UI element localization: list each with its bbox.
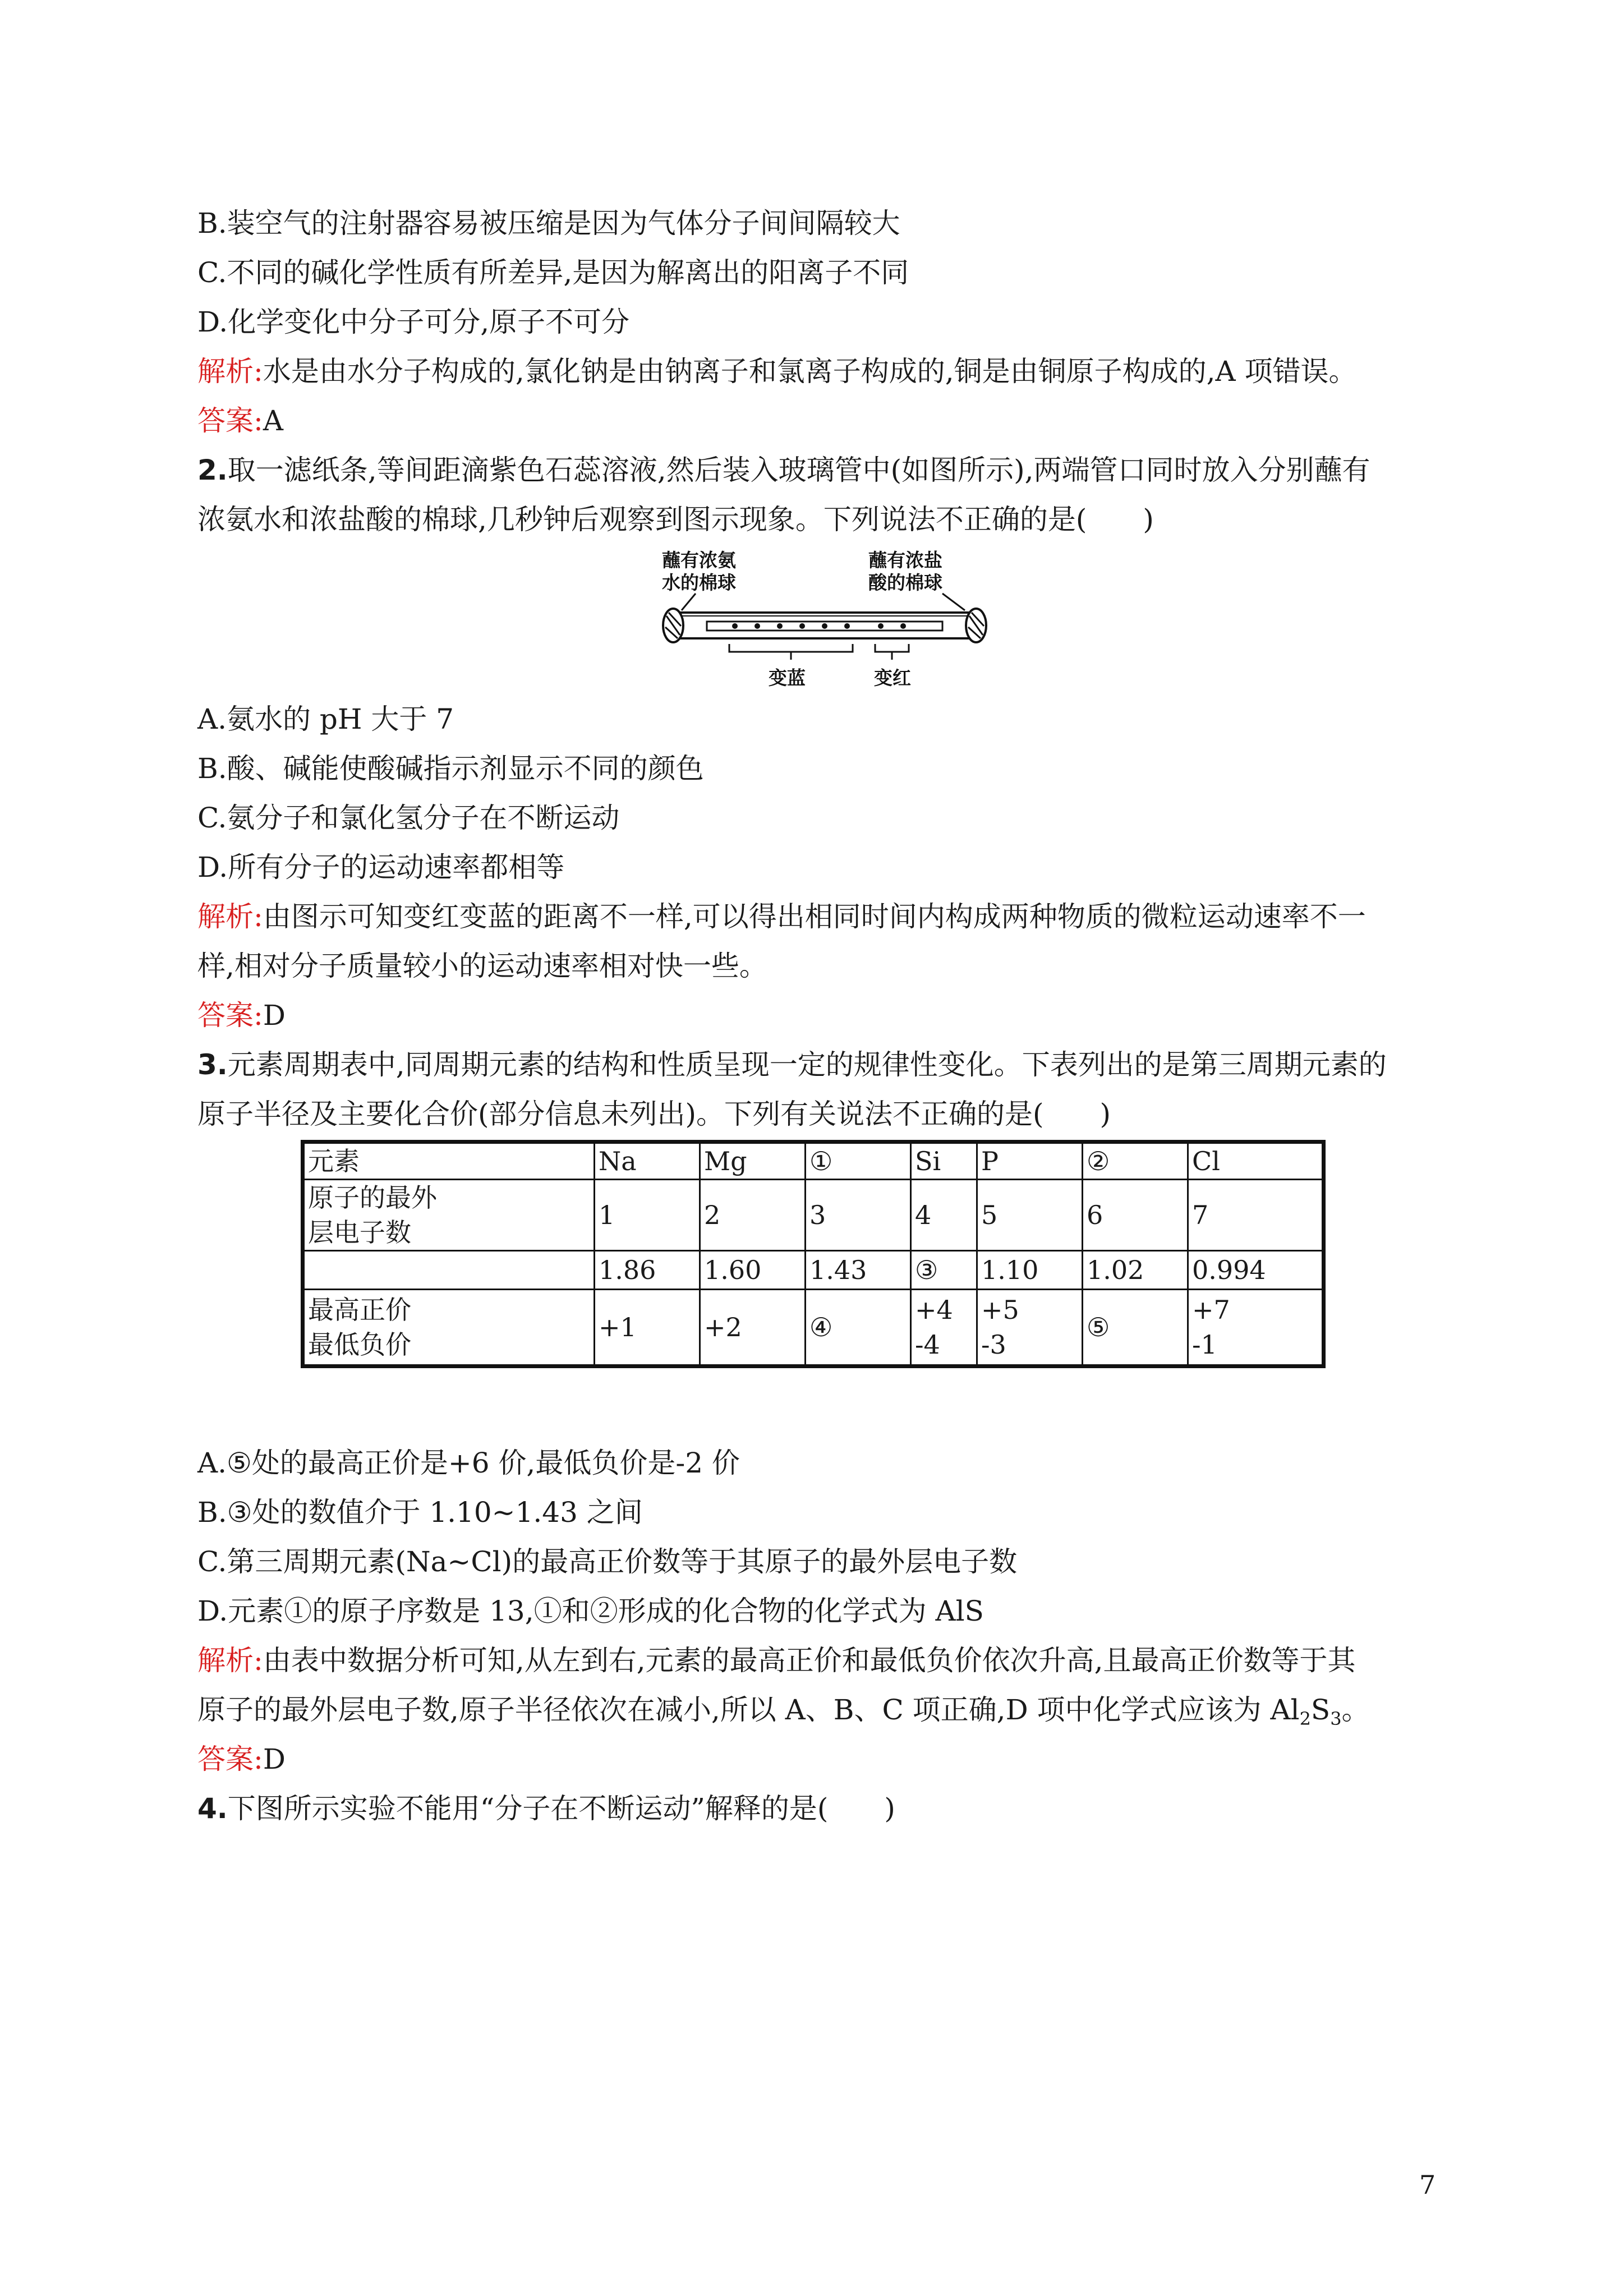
left-leader-line [682, 593, 696, 610]
table-cell: Cl [1188, 1142, 1324, 1180]
valence-top: +1 [599, 1312, 637, 1342]
table-cell [977, 1290, 1083, 1366]
formula-end: 。 [1341, 1694, 1370, 1726]
glass-tube-diagram [651, 544, 999, 701]
q3-answer [197, 1734, 1432, 1784]
table-cell: P [977, 1142, 1083, 1180]
formula-subscript: 3 [1330, 1708, 1342, 1729]
q3-stem-line2: 原子半径及主要化合价(部分信息未列出)。下列有关说法不正确的是( ) [197, 1098, 1111, 1130]
table-cell [700, 1290, 806, 1366]
valence-top: +4 [915, 1295, 953, 1325]
table-cell [911, 1290, 977, 1366]
turns-blue-label: 变蓝 [769, 667, 806, 689]
q2-option-d: D.所有分子的运动速率都相等 [197, 851, 565, 884]
row-header-line: 层电子数 [308, 1217, 411, 1248]
analysis-label: 解析: [197, 355, 263, 388]
answer-label: 答案: [197, 999, 263, 1032]
answer-text: D [263, 1743, 286, 1775]
turns-red-label: 变红 [874, 667, 911, 689]
table-cell: 4 [911, 1180, 977, 1251]
page-number: 7 [1419, 2170, 1436, 2200]
formula-element: S [1310, 1694, 1331, 1726]
analysis-text: 水是由水分子构成的,氯化钠是由钠离子和氯离子构成的,铜是由铜原子构成的,A 项错误。 [263, 355, 1357, 388]
litmus-dot [900, 623, 906, 629]
q3-option-c: C.第三周期元素(Na~Cl)的最高正价数等于其原子的最外层电子数 [197, 1545, 1018, 1578]
litmus-dot [822, 623, 827, 629]
q4-stem-text: 下图所示实验不能用“分子在不断运动”解释的是( ) [227, 1792, 895, 1825]
valence-bottom: -3 [981, 1329, 1006, 1360]
q3-stem-text: 元素周期表中,同周期元素的结构和性质呈现一定的规律性变化。下表列出的是第三周期元素的 [227, 1048, 1387, 1081]
table-cell: 6 [1083, 1180, 1188, 1251]
q2-analysis-line1 [197, 892, 1432, 941]
right-leader-line [942, 593, 965, 610]
period-three-table [301, 1140, 1326, 1368]
answer-text: D [263, 999, 286, 1032]
row-header-line: 原子的最外 [308, 1182, 437, 1213]
table-cell [1188, 1290, 1324, 1366]
hcl-cotton-label-line1: 蘸有浓盐 [868, 549, 942, 571]
q2-option-b: B.酸、碱能使酸碱指示剂显示不同的颜色 [197, 752, 704, 785]
blue-region-bracket [729, 644, 853, 660]
table-cell [303, 1180, 595, 1251]
q1-option-d: D.化学变化中分子可分,原子不可分 [197, 306, 630, 338]
valence-top: +5 [981, 1295, 1019, 1325]
answer-label: 答案: [197, 404, 263, 437]
valence-top: +2 [704, 1312, 742, 1342]
q3-analysis-line1 [197, 1636, 1432, 1685]
table-row [303, 1142, 1324, 1180]
q1-option-c: C.不同的碱化学性质有所差异,是因为解离出的阳离子不同 [197, 256, 909, 289]
table-cell: 7 [1188, 1180, 1324, 1251]
table-cell: 1.02 [1083, 1251, 1188, 1290]
ammonia-cotton-label-line2: 水的棉球 [662, 572, 736, 593]
table-cell: 5 [977, 1180, 1083, 1251]
analysis-text: 由图示可知变红变蓝的距离不一样,可以得出相同时间内构成两种物质的微粒运动速率不一 [263, 900, 1366, 933]
q2-analysis-line2: 样,相对分子质量较小的运动速率相对快一些。 [197, 950, 767, 982]
table-cell: ② [1083, 1142, 1188, 1180]
q2-option-c: C.氨分子和氯化氢分子在不断运动 [197, 802, 620, 834]
valence-bottom: -1 [1192, 1329, 1217, 1360]
formula-subscript: 2 [1299, 1708, 1311, 1729]
table-cell [1083, 1290, 1188, 1366]
analysis-text: 由表中数据分析可知,从左到右,元素的最高正价和最低负价依次升高,且最高正价数等于其 [263, 1644, 1356, 1677]
table-cell [595, 1290, 700, 1366]
valence-top: ④ [809, 1312, 833, 1342]
q2-stem-text: 取一滤纸条,等间距滴紫色石蕊溶液,然后装入玻璃管中(如图所示),两端管口同时放入分别蘸有 [227, 454, 1370, 486]
litmus-dot [777, 623, 783, 629]
table-cell: Si [911, 1142, 977, 1180]
q2-stem-line2: 浓氨水和浓盐酸的棉球,几秒钟后观察到图示现象。下列说法不正确的是( ) [197, 503, 1154, 536]
table-cell: ① [806, 1142, 911, 1180]
table-cell: 0.994 [1188, 1251, 1324, 1290]
red-region-bracket [875, 644, 909, 660]
q3-stem-line1 [197, 1040, 1432, 1089]
q2-stem-line1 [197, 445, 1432, 495]
litmus-dot [844, 623, 850, 629]
answer-text: A [263, 404, 283, 437]
table-cell: 2 [700, 1180, 806, 1251]
table-row [303, 1251, 1324, 1290]
table-cell: 1.10 [977, 1251, 1083, 1290]
table-cell: ③ [911, 1251, 977, 1290]
q3-option-d: D.元素①的原子序数是 13,①和②形成的化合物的化学式为 AlS [197, 1595, 984, 1627]
valence-top: +7 [1192, 1295, 1230, 1325]
question-number: 4. [197, 1792, 228, 1825]
table-cell [303, 1251, 595, 1290]
table-cell: 1 [595, 1180, 700, 1251]
litmus-dot [732, 623, 738, 629]
ammonia-cotton-label-line1: 蘸有浓氨 [662, 549, 736, 571]
table-cell: Mg [700, 1142, 806, 1180]
analysis-label: 解析: [197, 900, 263, 933]
litmus-dot [755, 623, 760, 629]
table-row [303, 1180, 1324, 1251]
answer-label: 答案: [197, 1743, 263, 1775]
litmus-dot [878, 623, 884, 629]
question-number: 3. [197, 1048, 228, 1081]
valence-bottom: -4 [915, 1329, 940, 1360]
table-cell: 元素 [303, 1142, 595, 1180]
q3-option-b: B.③处的数值介于 1.10~1.43 之间 [197, 1496, 643, 1529]
q1-answer [197, 396, 1432, 445]
table-cell [303, 1290, 595, 1366]
hcl-cotton-label-line2: 酸的棉球 [868, 572, 942, 593]
analysis-label: 解析: [197, 1644, 263, 1677]
table-cell: 1.60 [700, 1251, 806, 1290]
q1-option-b: B.装空气的注射器容易被压缩是因为气体分子间间隔较大 [197, 207, 900, 240]
valence-top: ⑤ [1087, 1312, 1110, 1342]
analysis-text: 原子的最外层电子数,原子半径依次在减小,所以 A、B、C 项正确,D 项中化学式应该为 Al [197, 1694, 1300, 1726]
q2-answer [197, 991, 1432, 1040]
table-cell: 1.86 [595, 1251, 700, 1290]
table-row [303, 1290, 1324, 1366]
litmus-dot [799, 623, 805, 629]
row-header-line: 最高正价 [308, 1295, 411, 1325]
q2-option-a: A.氨水的 pH 大于 7 [197, 703, 454, 735]
table-cell: Na [595, 1142, 700, 1180]
q3-option-a: A.⑤处的最高正价是+6 价,最低负价是-2 价 [197, 1447, 740, 1479]
question-number: 2. [197, 454, 228, 486]
q4-stem [197, 1784, 1432, 1833]
table-cell: 3 [806, 1180, 911, 1251]
q1-analysis [197, 347, 1432, 396]
table-cell [806, 1290, 911, 1366]
row-header-line: 最低负价 [308, 1329, 411, 1360]
table-cell: 1.43 [806, 1251, 911, 1290]
